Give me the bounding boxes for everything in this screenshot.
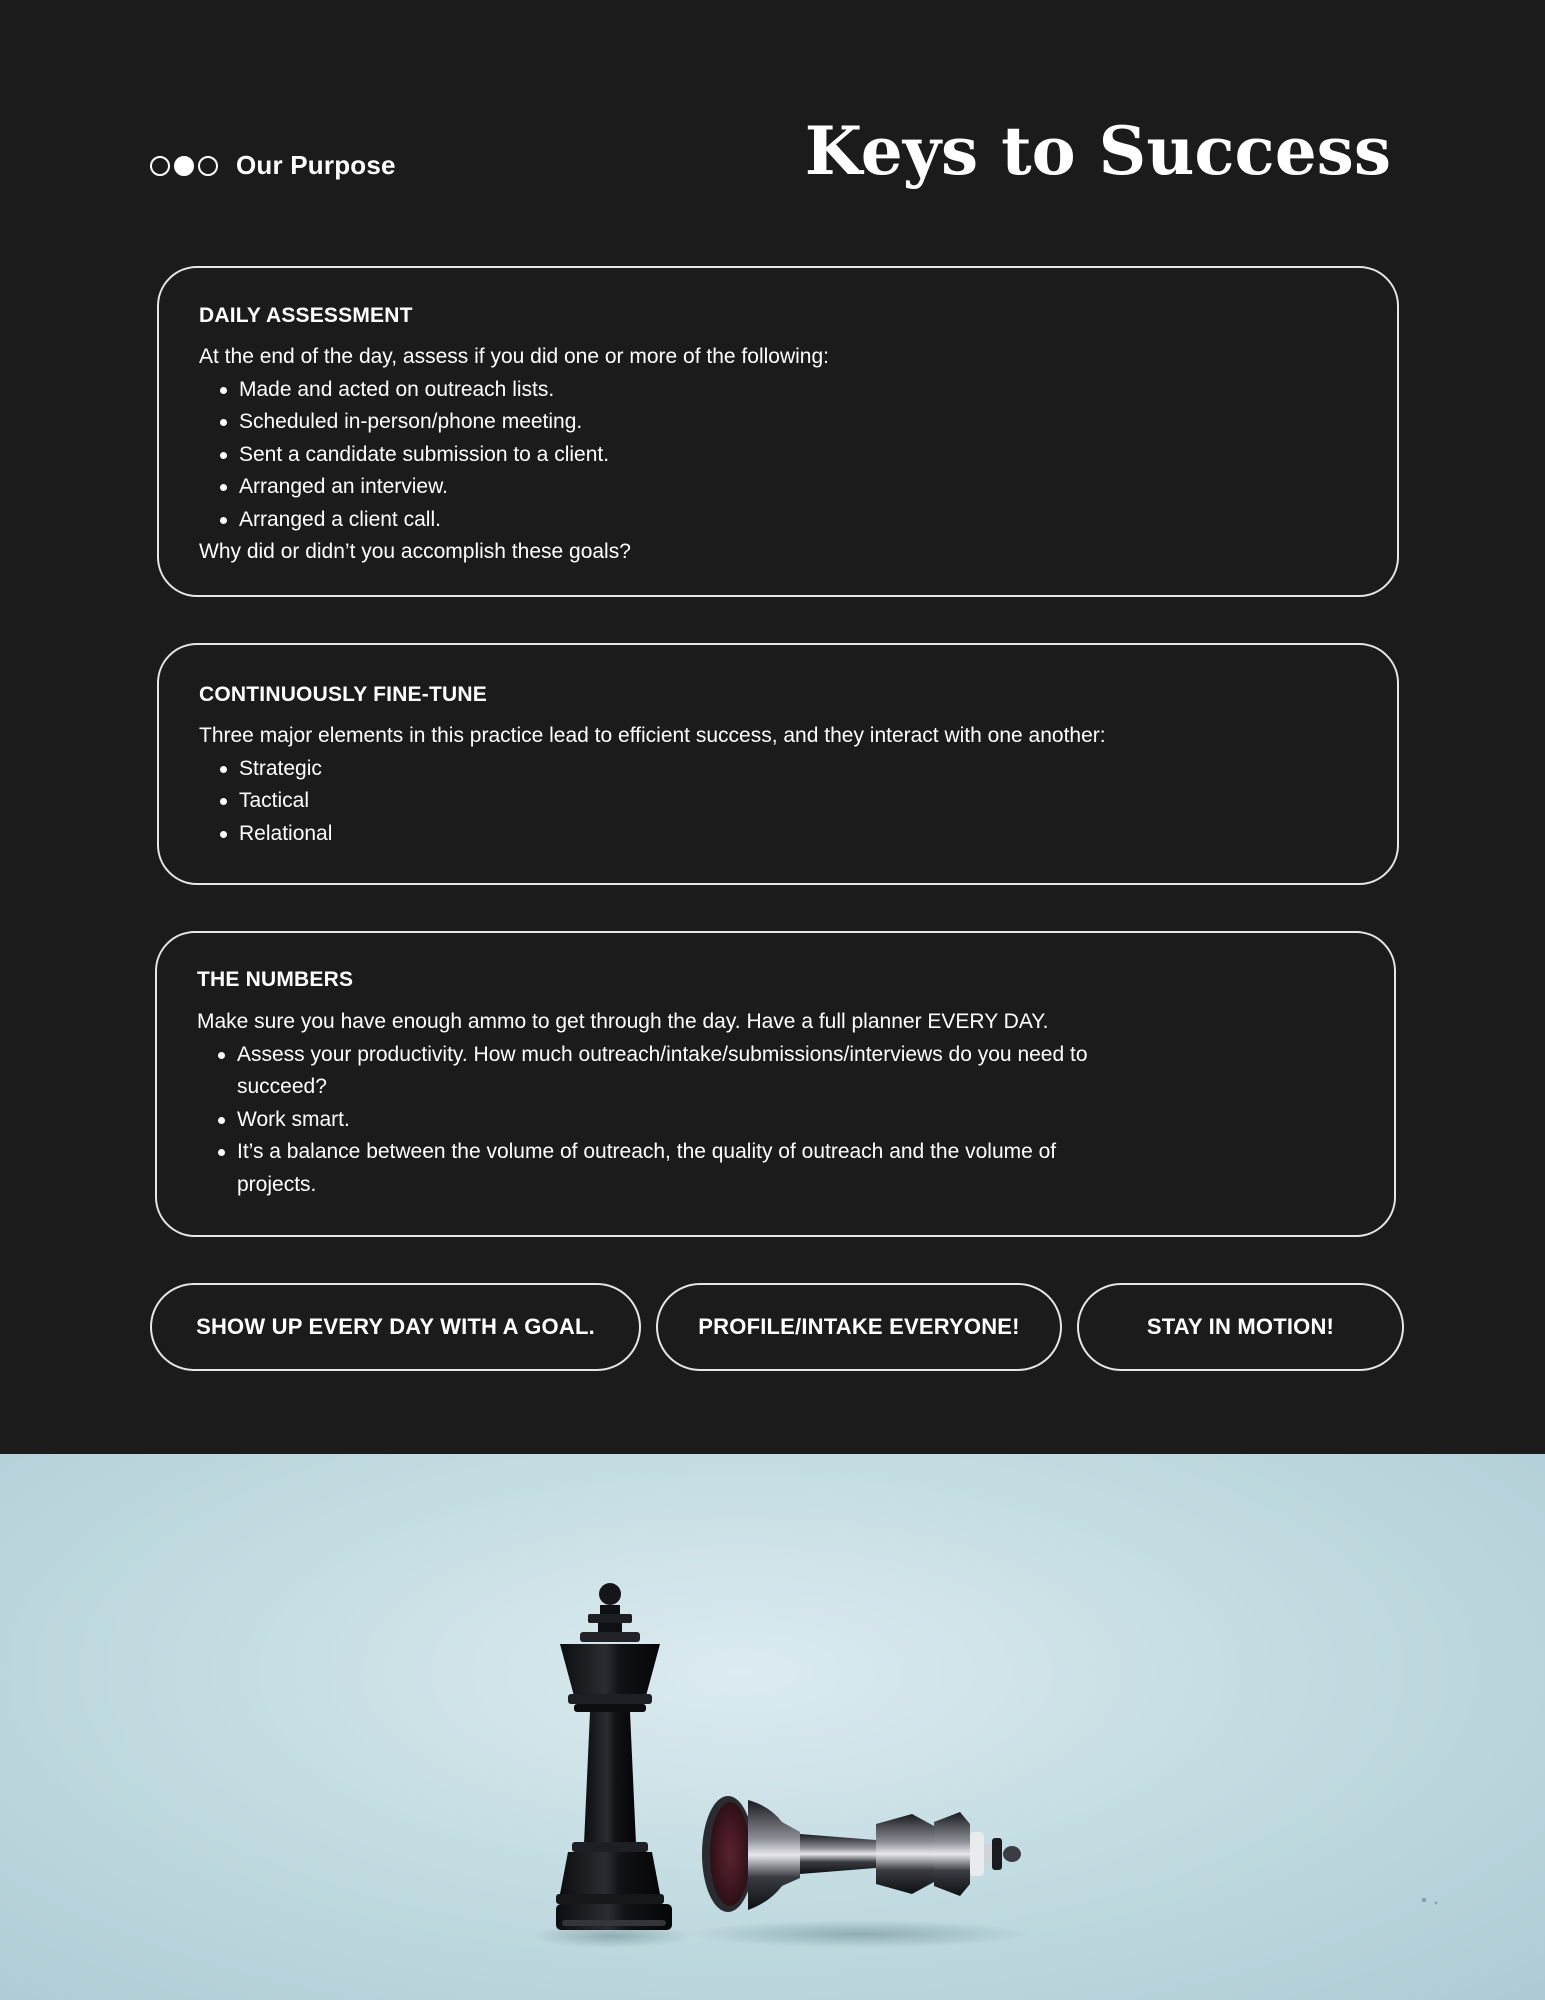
card-intro: Three major elements in this practice lead to efficient success, and they interact with one another: — [199, 724, 1106, 747]
list-item: Scheduled in-person/phone meeting. — [239, 406, 1357, 439]
dot-icon — [150, 156, 170, 176]
the-numbers-card — [155, 931, 1396, 1237]
fallen-king-icon — [702, 1796, 1021, 1912]
dot-active-icon — [174, 156, 194, 176]
card-heading: DAILY ASSESSMENT — [199, 304, 413, 327]
page-title: Keys to Success — [804, 112, 1391, 190]
goal-pill: SHOW UP EVERY DAY WITH A GOAL. — [150, 1283, 641, 1371]
chess-kings-icon — [0, 1454, 1545, 2000]
pagination-dots-icon — [150, 156, 218, 176]
card-intro: Make sure you have enough ammo to get through the day. Have a full planner EVERY DAY. — [197, 1010, 1049, 1033]
list-item: Tactical — [239, 785, 1357, 818]
card-list — [199, 753, 1357, 851]
chess-photo — [0, 1454, 1545, 2000]
list-item: Sent a candidate submission to a client. — [239, 439, 1357, 472]
card-body — [197, 1006, 1097, 1201]
daily-assessment-card — [157, 266, 1399, 597]
section-label: Our Purpose — [236, 150, 396, 180]
card-list — [199, 374, 1357, 537]
list-item: It’s a balance between the volume of outreach, the quality of outreach and the volume of projects. — [237, 1136, 1097, 1201]
continuously-fine-tune-card — [157, 643, 1399, 885]
dot-icon — [198, 156, 218, 176]
standing-king-icon — [556, 1583, 672, 1930]
list-item: Strategic — [239, 753, 1357, 786]
list-item: Relational — [239, 818, 1357, 851]
section-header — [150, 150, 396, 181]
list-item: Arranged an interview. — [239, 471, 1357, 504]
card-outro: Why did or didn’t you accomplish these goals? — [199, 540, 631, 563]
list-item: Assess your productivity. How much outreach/intake/submissions/interviews do you need to succeed? — [237, 1039, 1097, 1104]
card-list — [197, 1039, 1097, 1202]
intake-pill: PROFILE/INTAKE EVERYONE! — [656, 1283, 1062, 1371]
list-item: Made and acted on outreach lists. — [239, 374, 1357, 407]
card-heading: CONTINUOUSLY FINE-TUNE — [199, 683, 487, 706]
motion-pill: STAY IN MOTION! — [1077, 1283, 1404, 1371]
card-intro: At the end of the day, assess if you did one or more of the following: — [199, 345, 829, 368]
list-item: Work smart. — [237, 1104, 1097, 1137]
card-heading: THE NUMBERS — [197, 968, 354, 991]
list-item: Arranged a client call. — [239, 504, 1357, 537]
